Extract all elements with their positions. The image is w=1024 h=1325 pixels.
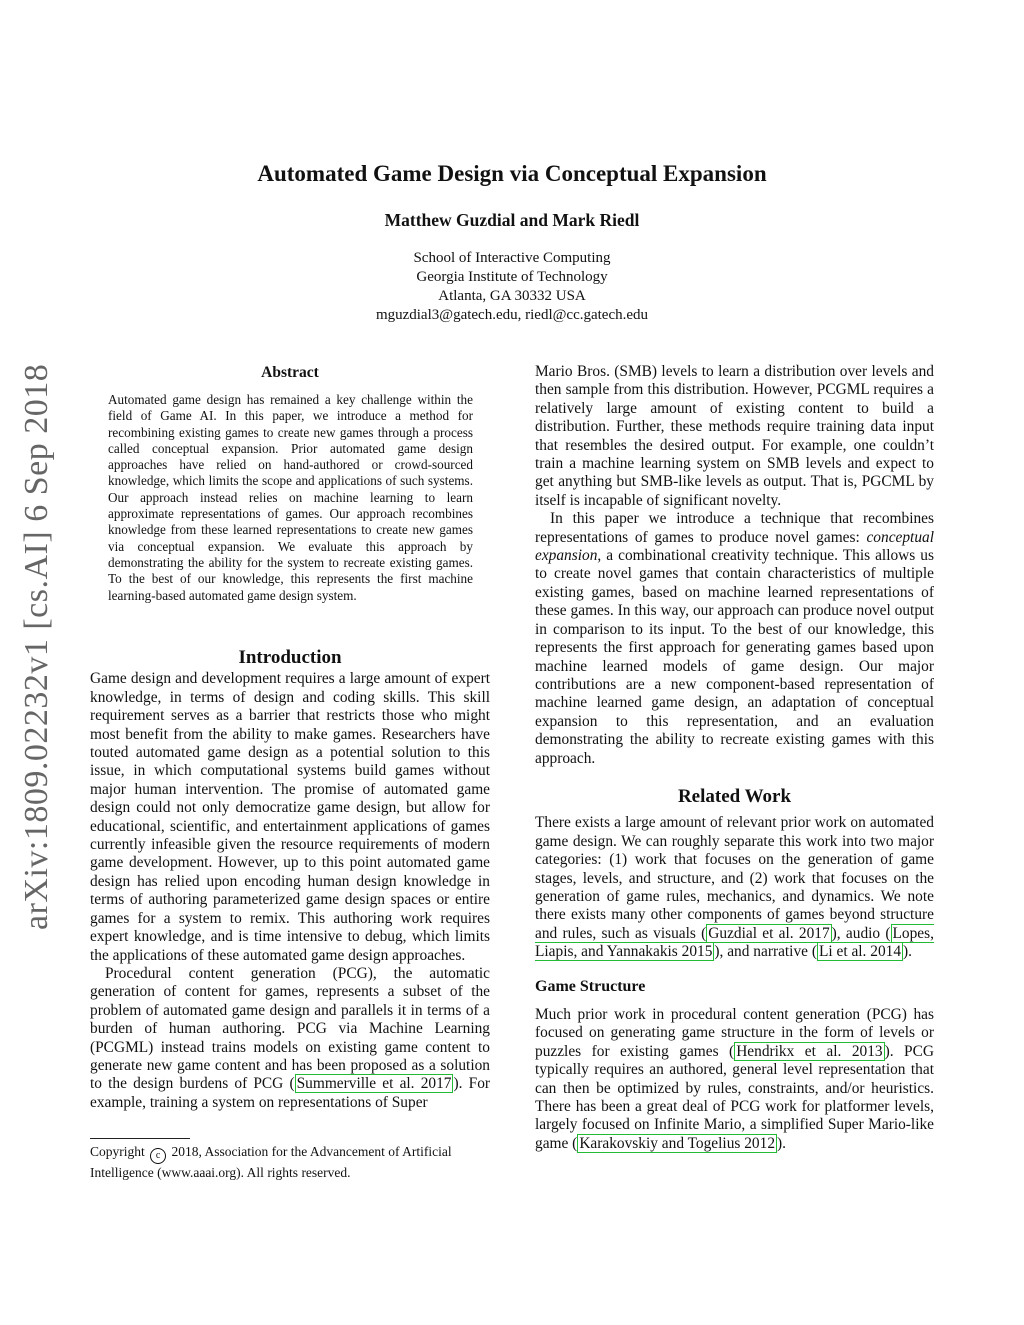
affiliation-line-2: Georgia Institute of Technology (416, 269, 608, 285)
citation-hendrikx-2013[interactable]: Hendrikx et al. 2013 (736, 1042, 883, 1060)
introduction-heading: Introduction (238, 647, 342, 668)
citation-guzdial-2017[interactable]: Guzdial et al. 2017 (708, 924, 830, 942)
affiliation-line-1: School of Interactive Computing (413, 250, 611, 266)
paper-authors: Matthew Guzdial and Mark Riedl (384, 210, 640, 230)
left-column (90, 649, 490, 1112)
affiliation-line-3: Atlanta, GA 30332 USA (438, 288, 586, 304)
game-structure-heading: Game Structure (535, 977, 646, 995)
copyright-footnote: Copyright c 2018, Association for the Advancement of Artificial Intelligence (www.aaai.org). All rights reserved. (90, 1144, 452, 1180)
copyright-symbol: c (150, 1148, 166, 1164)
citation-karakovskiy-2012[interactable]: Karakovskiy and Togelius 2012 (579, 1134, 776, 1152)
intro-paragraph-2: Procedural content generation (PCG), the automatic generation of content for games, represents a subset of the problem of automated game design and parallels it in terms of a burden of human authoring. PCG via Machine Learning (PCGML) instead trains models on existing game content to generate new game content and has been proposed as a solution to the design burdens of PCG ( Summerville et al. 2017 ). For example, training a system on representations of Super (90, 964, 491, 1111)
related-work-heading: Related Work (677, 785, 792, 807)
paper-title: Automated Game Design via Conceptual Expansion (257, 161, 767, 186)
citation-li-2014[interactable]: Li et al. 2014 (818, 943, 902, 961)
intro-paragraph-1: Game design and development requires a large amount of expert knowledge, in terms of design and coding skills. This skill requirement serves as a barrier that restricts those who might most benefit from the ability to make games. Researchers have touted automated game design as a potential solution to this issue, in which computational systems build games without major human intervention. The promise of automated game design could not only democratize game design, but allow for educational, scientific, and entertainment applications of games currently infeasible given the resource requirements of modern game development. However, up to this point automated game design has relied upon encoding human design knowledge in terms of authoring parameterized game design spaces or entire games for a system to remix. This authoring work requires expert knowledge, and is time intensive to debug, which limits the applications of these automated game design approaches. (90, 670, 490, 964)
game-structure-paragraph: Much prior work in procedural content generation (PCG) has focused on generating game structure in the form of levels or puzzles for existing games ( Hendrikx et al. 2013 ). PCG typically requires an authored, general level representation that can then be optimized by rules, constraints, and/or heuristics. There has been a great deal of PCG work for platformer levels, largely focused on Infinite Mario, a simplified Super Mario-like game ( Karakovskiy and Togelius 2012 ). (535, 1006, 935, 1152)
related-work-paragraph: There exists a large amount of relevant prior work on automated game design. We can roughly separate this work into two major categories: (1) work that focuses on the generation of game stages, levels, and structure, and (2) work that focuses on the generation of game rules, mechanics, and dynamics. We note there exists many other components of games beyond structure and rules, such as visuals ( Guzdial et al. 2017 ), audio ( Lopes, Liapis, and Yannakakis 2015 ), and narrative ( Li et al. 2014 ). (535, 814, 934, 961)
citation-summerville-2017[interactable]: Summerville et al. 2017 (296, 1075, 452, 1093)
footnote-rule (90, 1138, 190, 1139)
conceptual-expansion-term: conceptual expansion (535, 528, 934, 565)
right-paragraph-2: In this paper we introduce a technique that recombines representations of games to produce novel games: conceptual expansion, a combinational creativity technique. This allows us to create novel games that contain characteristics of multiple existing games, based on machine learned representations of these games. In this way, our approach can produce novel output in comparison to its input. To the best of our knowledge, this represents the first approach for generating games based upon machine learned models of game design. Our major contributions are a new component-based representation of machine learned game design, an adaptation of conceptual expansion to this representation, and an evaluation demonstrating the ability to recreate existing games with this approach. (535, 510, 934, 767)
abstract-text: Automated game design has remained a key challenge within the field of Game AI. In this paper, we introduce a method for recombining existing games to create new games through a process called conceptual expansion. Prior automated game design approaches have relied on hand-authored or crowd-sourced knowledge, which limits the scope and applications of such systems. Our approach instead relies on machine learning to learn approximate representations of games. Our approach recombines knowledge from these learned representations to create new games via conceptual expansion. We evaluate this approach by demonstrating the ability for the system to recreate existing games. To the best of our knowledge, this represents the first machine learning-based automated game design system. (108, 392, 473, 603)
right-paragraph-1: Mario Bros. (SMB) levels to learn a distribution over levels and then sample from this distribution. However, PCGML requires a relatively large amount of existing content to build a distribution. Further, these methods require training data input that resembles the desired output. For example, one couldn’t train a machine learning system on SMB levels and expect to get anything but SMB-like levels as output. That is, PGCML by itself is incapable of significant novelty. (535, 363, 934, 509)
arxiv-side-label: arXiv:1809.02232v1 [cs.AI] 6 Sep 2018 (18, 363, 55, 930)
right-column (535, 363, 934, 1153)
abstract-heading: Abstract (261, 364, 319, 381)
author-emails: mguzdial3@gatech.edu, riedl@cc.gatech.edu (375, 307, 649, 323)
affiliation-block (0, 249, 1024, 325)
citation-lopes-2015[interactable]: Lopes, Liapis, and Yannakakis 2015 (535, 924, 934, 961)
